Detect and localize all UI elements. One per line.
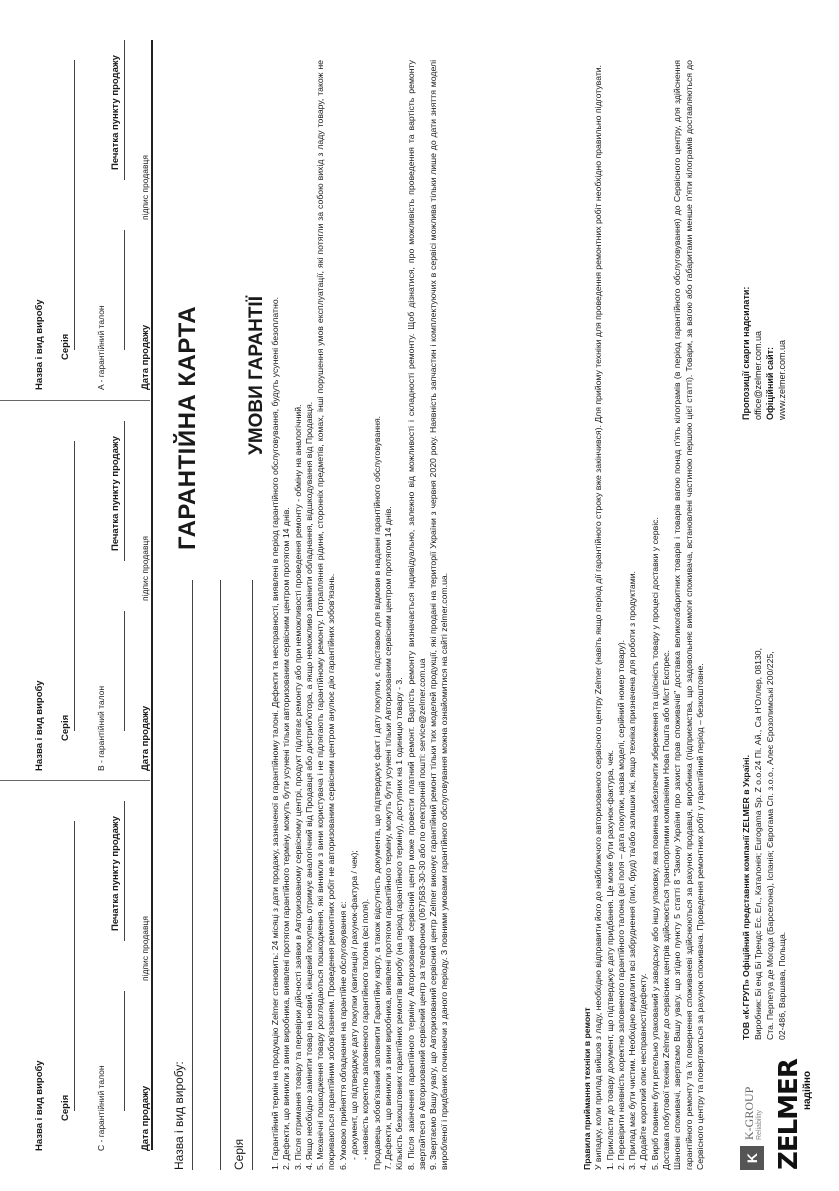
coupon-a: [0, 20, 150, 400]
coupon-tab-label: A - гарантійний талон: [96, 305, 106, 390]
series-line[interactable]: [252, 580, 253, 1170]
rule-5: 5. Виріб повинен бути ретельно упакований у заводську або іншу упаковку, яка повинна забезпечити збереження та цілісність товару у процесі доставки у сервіс.: [649, 517, 660, 1170]
coupon-date-line[interactable]: [124, 230, 125, 350]
coupon-stamp-label: Печатка пункту продажу: [110, 55, 121, 170]
coupon-series-label: Серія: [60, 333, 71, 360]
coupon-date-label: Дата продажу: [140, 705, 151, 771]
term-6a: - документ, що підтверджує дату покупки (квитанція / рахунок-фактура / чек);: [349, 850, 360, 1160]
rules-title: Правила приймання техніки в ремонт: [582, 1007, 592, 1170]
term-6: 6. Умовою прийняття обладнання на гарантійне обслуговування є:: [337, 901, 348, 1170]
contacts: [740, 80, 788, 420]
rule-3: 3. Прилад має бути чистим. Необхідно видалити всі забруднення (пил, бруд) та/або залишки їжі, якщо техніка призначена для роботи з продуктами.: [627, 571, 638, 1170]
coupon-product-label: Назва і вид виробу: [34, 680, 45, 771]
kgroup-logo-sub: Reliability: [756, 1110, 763, 1140]
kgroup-logo-icon: K: [740, 1146, 764, 1170]
company-info: [740, 520, 788, 1040]
coupon-date-label: Дата продажу: [140, 324, 151, 390]
coupon-tab-label: B - гарантійний талон: [96, 685, 106, 771]
term-7: 7. Дефекти, що виникли з вини виробника, виявлені протягом гарантійного терміну, можуть бути усунені тільки Авторизованим сервісним центром протягом 14 днів.: [382, 506, 393, 1170]
zelmer-logo: ZELMER: [774, 1059, 804, 1170]
coupon-tab-label: C - гарантійний талон: [96, 1065, 106, 1151]
coupon-series-label: Серія: [60, 1094, 71, 1121]
term-6b: - наявність коректно заповненого гарантійного талона (всі поля).: [360, 898, 371, 1160]
rule-1: 1. Прикласти до товару документ, що підтверджує дату придбання. Це може бути рахунок-фактура, чек.: [604, 750, 615, 1170]
coupon-signature-label: підпис продавця: [140, 916, 150, 981]
coupon-signature-line[interactable]: [124, 801, 125, 941]
term-2: 2. Дефекти, що виникли з вини виробника, виявлені протягом гарантійного терміну, можуть бути усунені тільки авторизованим сервісним центром протягом 14 днів.: [281, 507, 292, 1170]
warranty-terms: [270, 60, 451, 1170]
product-name-line-2[interactable]: [220, 580, 221, 1170]
coupon-series-line[interactable]: [74, 441, 75, 731]
warranty-card: [162, 50, 832, 1180]
coupon-c: [0, 780, 150, 1161]
company-line-1: Виробник: Бі енд Бі Трендс Ес. Ел., Каталонія; Eurogama Sp. Z o.o.24 Пі. Ай., Са Н'Оллер, 08130,: [753, 647, 763, 1040]
repair-rules: [582, 60, 706, 1170]
coupon-product-label: Назва і вид виробу: [34, 299, 45, 390]
site-label: Офіційний сайт:: [765, 346, 775, 420]
coupon-signature-label: підпис продавця: [140, 155, 150, 220]
rule-notice: Шановні споживачі, звертаємо Вашу увагу, що згідно пункту 5 статті 8 "Закону України про захист прав споживачів" доставка великогабаритних товарів і товарів вагою понад п'ять кілограмів (в період гарантійного обслуговування) до Сервісного центру, для здійснення гарантійного ремонту та їх повернення споживачеві здійснюються за рахунок продавця, виробника (підприємства, що задовольняє вимоги споживача, встановлені частиною першою цієї статті). Товари, за вагою або габаритами менше п'яти кілограмів доставляються до Сервісного центру та повертаються за рахунок споживача. Проведення ремонтних робіт у гарантійний період – безкоштовне.: [672, 60, 705, 1170]
term-6c: Продавець зобов'язаний заповнити Гарантійну карту, а також відсутність документа, що підтверджує факт і дату покупки, є підставою для відмови в наданні гарантійного обслуговування.: [371, 415, 382, 1170]
product-name-label: Назва і вид виробу:: [172, 1061, 186, 1170]
rule-4: 4. Додайте короткий опис несправності/дефекту.: [638, 973, 649, 1170]
kgroup-logo-text: K-GROUP: [742, 1086, 756, 1140]
company-line-3: 02-486, Варшава, Польща.: [777, 931, 787, 1040]
product-name-line[interactable]: [192, 580, 193, 1170]
coupon-signature-line[interactable]: [124, 40, 125, 180]
coupon-series-label: Серія: [60, 714, 71, 741]
coupon-date-line[interactable]: [124, 611, 125, 731]
coupon-signature-line[interactable]: [124, 421, 125, 561]
contact-email[interactable]: office@zelmer.com.ua: [753, 330, 763, 420]
rule-2: 2. Перевірити наявність коректно заповненого гарантійного талона (всі поля – дата покупки, назва моделі, серійний номер товару).: [615, 639, 626, 1170]
term-4: 4. Якщо необхідно замінити товар на новий, кінцевий покупець отримує аналогічний від Продавця або дистриб'ютора, а якщо неможливо замінити обладнання, відшкодування від Продавця.: [303, 401, 314, 1170]
coupon-signature-label: підпис продавця: [140, 536, 150, 601]
coupon-product-label: Назва і вид виробу: [34, 1060, 45, 1151]
coupon-stamp-label: Печатка пункту продажу: [110, 816, 121, 931]
rule-delivery: Доставка побутової техніки Zelmer до сервісних центрів здійснюється транспортними компаніями Нова Пошта або Міст Експрес.: [661, 650, 672, 1170]
card-footer: [740, 60, 820, 1170]
perforation-line: [151, 40, 153, 1150]
complaints-label: Пропозиції скарги надсилати:: [741, 286, 751, 420]
term-7a: Кількість безкоштовних гарантійних ремонтів виробу (на період гарантійного терміну), доступних на 1 одиницю товару - 3.: [394, 677, 405, 1170]
coupon-stamp-label: Печатка пункту продажу: [110, 436, 121, 551]
term-1: 1. Гарантійний термін на продукцію Zelmer становить: 24 місяці з дати продажу, зазначеної в гарантійному талоні. Дефекти та несправності, виявлені в період гарантійного обслуговування, будуть усунені безоплатно.: [270, 296, 280, 1170]
terms-title: УМОВИ ГАРАНТІЇ: [246, 296, 267, 455]
coupon-series-line[interactable]: [74, 60, 75, 350]
logo-block: [740, 1050, 820, 1170]
coupon-blocks: [0, 0, 152, 1191]
rule-intro: У випадку, коли прилад вийшов з ладу, необхідно відправити його до найближчого авторизованого сервісного центру Zelmer (навіть якщо період дії гарантійного строку вже закінчився). Для прийому техніки для проведення ремонтних робіт необхідно правильно підготувати.: [593, 64, 604, 1170]
coupon-date-line[interactable]: [124, 991, 125, 1111]
zelmer-logo-sub: надійно: [802, 1070, 813, 1110]
term-5: 5. Механічні пошкодження товару розглядаються пошкодження, які виникли з вини користувача і не підлягають гарантійному ремонту. Потрапляння рідини, сторонніх предметів, комах, інші порушення умов експлуатації, які потягли за собою вихід з ладу товару, також не покриваються гарантійним зобов'язанням. Проведення ремонтних робіт не авторизованим сервісним центром анулює дію гарантійних зобов'язань.: [315, 60, 337, 1170]
term-8: 8. Після закінчення гарантійного терміну Авторизований сервісний центр може провести платний ремонт. Вартість ремонту визначається індивідуально, залежно від можливості і складності ремонту. Щоб дізнатися, про можливість проведення та вартість ремонту звертайтеся в Авторизований сервісний центр за телефоном (067)583-30-30 або по електронній пошті: service@zelmer.com.ua: [405, 60, 427, 1170]
contact-site[interactable]: www.zelmer.com.ua: [777, 339, 787, 420]
series-label: Серія: [232, 1138, 246, 1170]
term-3: 3. Після отримання товару та перевірки дійсності заявки в Авторизованому сервісному центрі, продукт підлягає ремонту або при неможливості проведення ремонту - обміну на аналогічний.: [292, 404, 303, 1170]
coupon-b: [0, 400, 150, 781]
card-title: ГАРАНТІЙНА КАРТА: [174, 305, 201, 550]
company-name: ТОВ «К-ГРУП» Офіційний представник компанії ZELMER в Україні.: [741, 754, 751, 1040]
coupon-date-label: Дата продажу: [140, 1085, 151, 1151]
term-9: 9. Звертаємо Вашу увагу, що Авторизований сервісний центр Zelmer виконує гарантійний ремонт тільки тих моделей продукції, які продані на території України з червня 2020 року. Наявність запчастин і комплектуючих в сервісі можлива тільки лише до дати зняття моделі виробленої і придбаних починаючи з даного періоду. З повними умовами гарантійного обслуговування можна ознайомитися на сайті zelmer.com.ua.: [428, 60, 450, 1170]
company-line-2: Ста. Перпетуа де Могода (Барселона), Іспанія; Єврогама Сп. з.о.о., Алеє Єрозолимські 200/225,: [765, 651, 775, 1040]
coupon-series-line[interactable]: [74, 821, 75, 1111]
